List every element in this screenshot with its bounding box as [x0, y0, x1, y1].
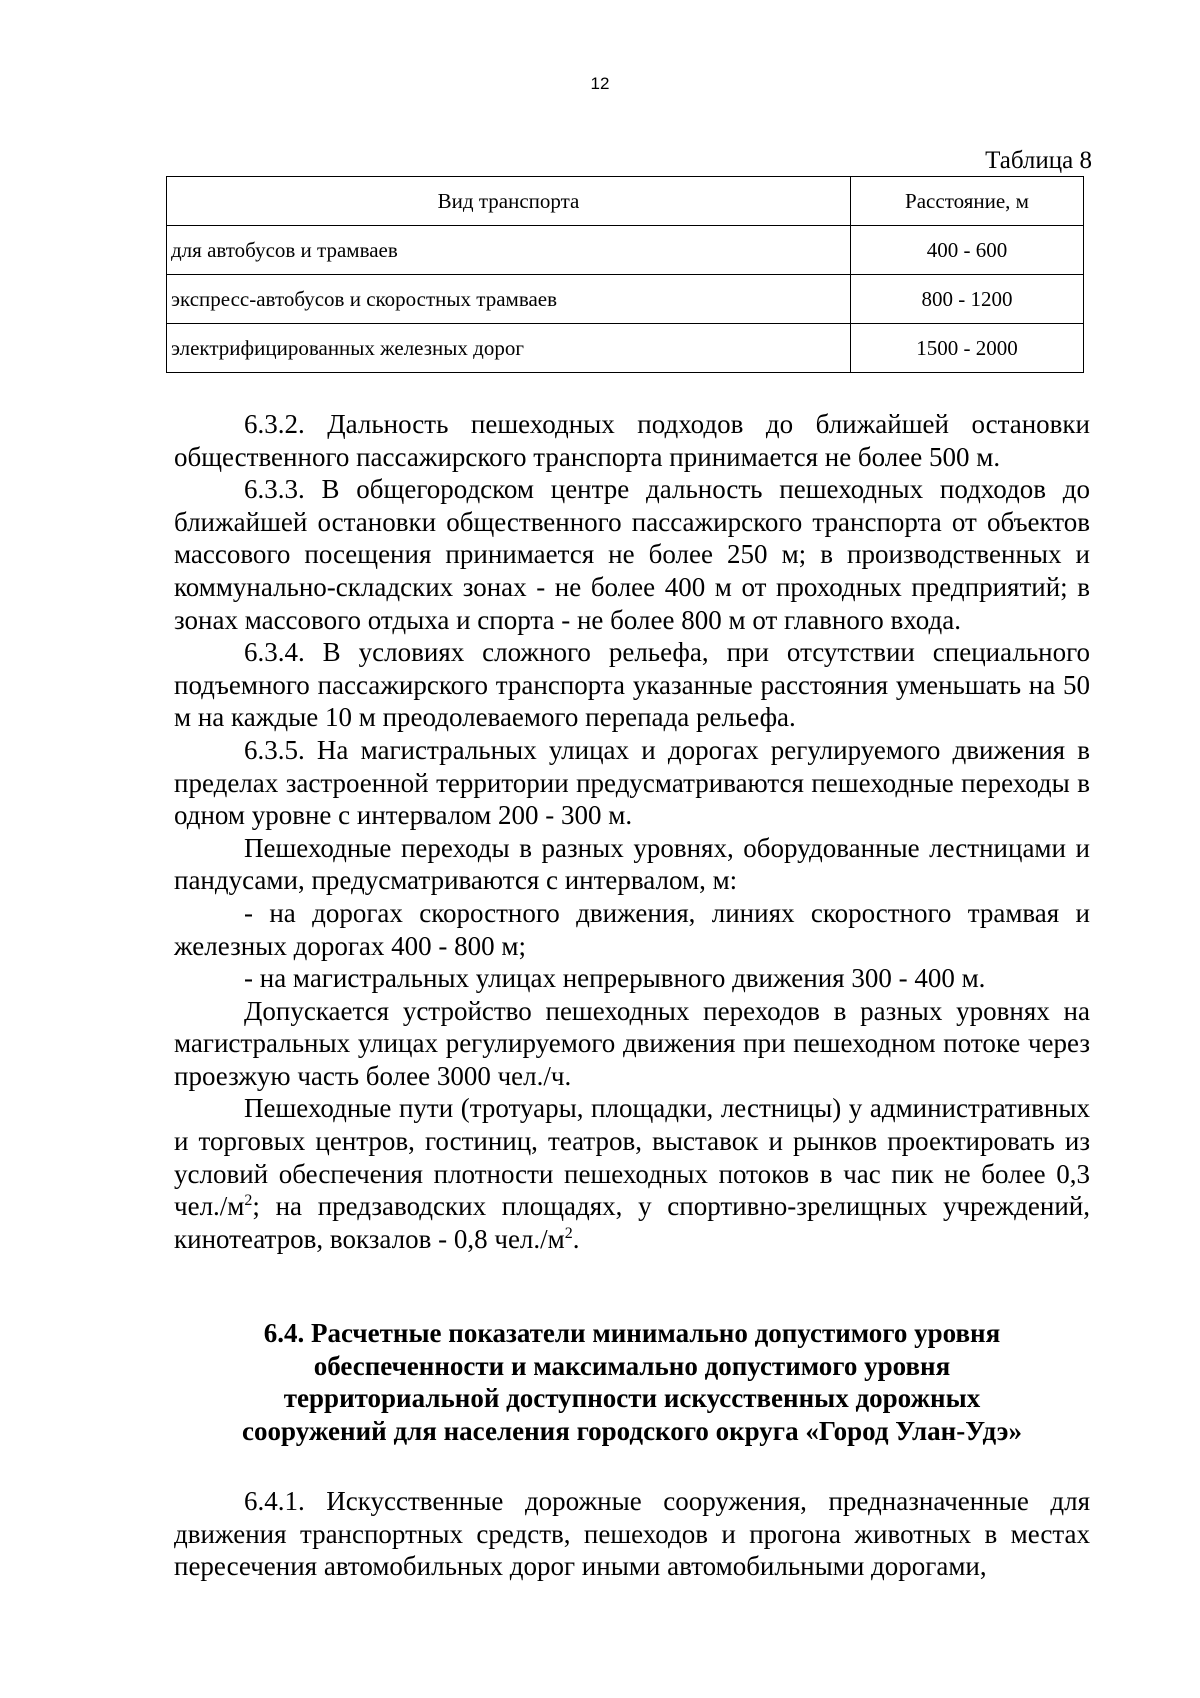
heading-line: обеспеченности и максимально допустимого уровня: [313, 1350, 951, 1381]
density-text-part2: ; на предзаводских площадях, у спортивно-зрелищных учреждений, кинотеатров, вокзалов - 0,8 чел./м: [174, 1191, 1090, 1254]
paragraph-6-3-5: 6.3.5. На магистральных улицах и дорогах регулируемого движения в пределах застроенной территории предусматриваются пешеходные переходы в одном уровне с интервалом 200 - 300 м.: [174, 734, 1090, 831]
body-text: [174, 408, 1090, 1255]
paragraph-pedestrian-density: [174, 1092, 1090, 1255]
list-item-high-speed-roads: - на дорогах скоростного движения, линиях скоростного трамвая и железных дорогах 400 - 800 м;: [174, 897, 1090, 961]
table-caption: Таблица 8: [985, 147, 1092, 174]
density-text-part1: Пешеходные пути (тротуары, площадки, лестницы) у административных и торговых центров, гостиниц, театров, выставок и рынков проектировать из условий обеспечения плотности пешеходных потоков в час пик не более 0,3 чел./м: [174, 1093, 1090, 1222]
table-row: [167, 324, 1084, 373]
header-transport-type: Вид транспорта: [167, 177, 851, 226]
paragraph-6-3-3: 6.3.3. В общегородском центре дальность пешеходных подходов до ближайшей остановки общественного пассажирского транспорта от объектов массового посещения принимается не более 250 м; в производственных и коммунально-складских зонах - не более 400 м от проходных предприятий; в зонах массового отдыха и спорта - не более 800 м от главного входа.: [174, 474, 1090, 635]
cell-distance: 1500 - 2000: [851, 324, 1084, 373]
density-text-part3: .: [572, 1223, 580, 1254]
heading-line: 6.4. Расчетные показатели минимально допустимого уровня: [263, 1318, 1001, 1348]
page-number: 12: [590, 74, 610, 93]
paragraph-6-4-1: 6.4.1. Искусственные дорожные сооружения, предназначенные для движения транспортных средств, пешеходов и прогона животных в местах пересечения автомобильных дорог иными автомобильными дорогами,: [174, 1486, 1090, 1582]
heading-line: территориальной доступности искусственных дорожных: [283, 1383, 981, 1414]
paragraph-6-3-2: 6.3.2. Дальность пешеходных подходов до ближайшей остановки общественного пассажирского транспорта принимается не более 500 м.: [174, 409, 1090, 472]
superscript: 2: [564, 1224, 573, 1242]
cell-distance: 800 - 1200: [851, 275, 1084, 324]
list-item-main-streets: - на магистральных улицах непрерывного движения 300 - 400 м.: [244, 963, 986, 994]
heading-line: сооружений для населения городского округа «Город Улан-Удэ»: [242, 1415, 1022, 1446]
cell-transport-type: для автобусов и трамваев: [167, 226, 851, 275]
table-row: [167, 275, 1084, 324]
body-text-section-6-4: [174, 1485, 1090, 1583]
table-header-row: [167, 177, 1084, 226]
section-heading-6-4: [174, 1317, 1090, 1447]
cell-distance: 400 - 600: [851, 226, 1084, 275]
transport-distance-table: [166, 176, 1084, 373]
paragraph-permitted-crossings: Допускается устройство пешеходных переходов в разных уровнях на магистральных улицах регулируемого движения при пешеходном потоке через проезжую часть более 3000 чел./ч.: [174, 995, 1090, 1091]
superscript: 2: [244, 1192, 253, 1210]
header-distance: Расстояние, м: [851, 177, 1084, 226]
cell-transport-type: экспресс-автобусов и скоростных трамваев: [167, 275, 851, 324]
paragraph-6-3-4: 6.3.4. В условиях сложного рельефа, при отсутствии специального подъемного пассажирского транспорта указанные расстояния уменьшать на 50 м на каждые 10 м преодолеваемого перепада рельефа.: [174, 637, 1090, 733]
table-row: [167, 226, 1084, 275]
paragraph-grade-separated-crossings: Пешеходные переходы в разных уровнях, оборудованные лестницами и пандусами, предусматриваются с интервалом, м:: [174, 832, 1090, 896]
cell-transport-type: электрифицированных железных дорог: [167, 324, 851, 373]
